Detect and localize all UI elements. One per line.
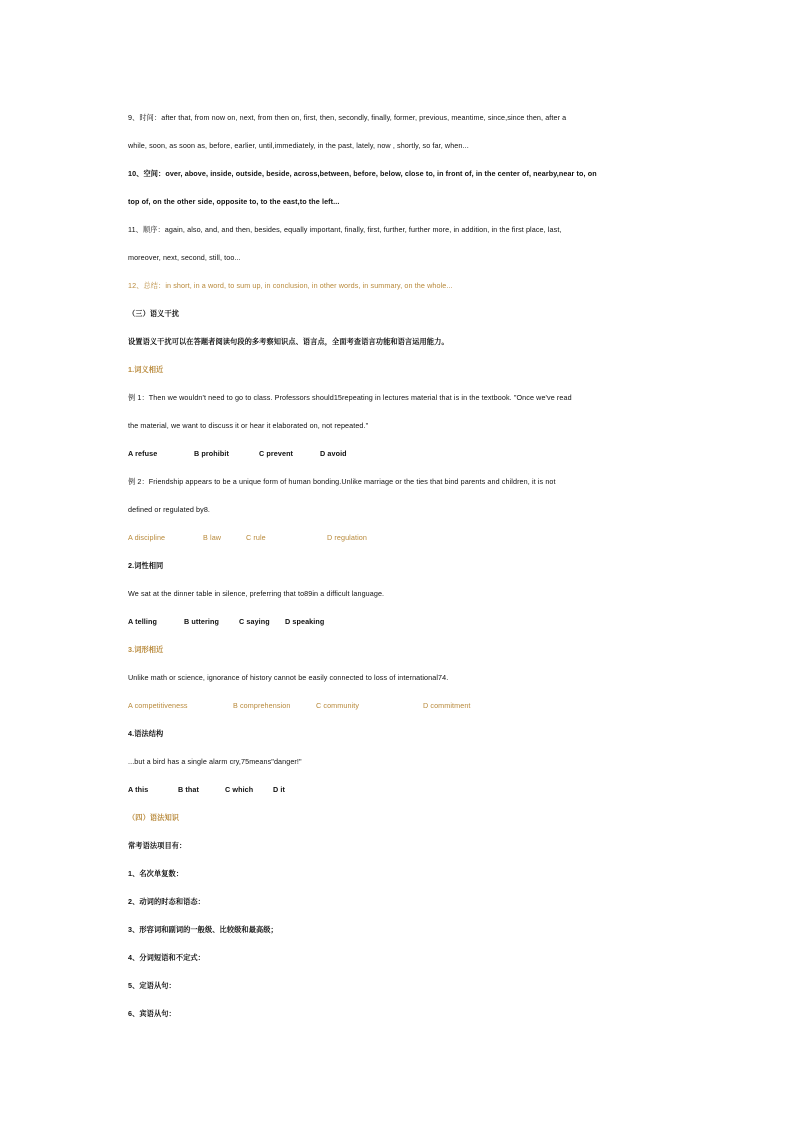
options-row [128,532,367,544]
option: D speaking [285,617,325,626]
section-heading: （三）语义干扰 [128,309,180,318]
option: A this [128,785,149,794]
text-line: 11、顺序：again, also, and, and then, besides, equally important, finally, first, further, further more, in addition, in the first place, last, [128,225,562,234]
option: A discipline [128,533,166,542]
subsection-heading: 3.词形相近 [128,645,164,654]
option: B comprehension [233,701,291,710]
example-line: We sat at the dinner table in silence, preferring that to89in a difficult language. [128,589,385,598]
text-line: 10、空间：over, above, inside, outside, beside, across,between, before, below, close to, in front of, in the center of, nearby,near to, on [128,169,597,178]
list-item: 1、名次单复数： [128,869,184,878]
text-line: top of, on the other side, opposite to, to the east,to the left... [128,197,340,206]
option: B that [178,785,199,794]
text-line: 设置语义干扰可以在答题者阅读句段的多考察知识点、语言点，全面考查语言功能和语言运用能力。 [128,337,449,346]
text-line: while, soon, as soon as, before, earlier, until,immediately, in the past, lately, now , shortly, so far, when... [128,141,469,150]
options-row [128,616,324,628]
option: C rule [246,533,266,542]
option: C saying [239,617,270,626]
subsection-heading: 2.词性相同 [128,561,164,570]
option: C which [225,785,254,794]
section-heading: （四）语法知识 [128,813,180,822]
list-item: 5、定语从句： [128,981,176,990]
option: D commitment [423,701,471,710]
subsection-heading: 1.词义相近 [128,365,164,374]
option: D regulation [327,533,367,542]
option: A competitiveness [128,701,188,710]
text-line: 常考语法项目有： [128,841,187,850]
summary-line: 12、总结：in short, in a word, to sum up, in conclusion, in other words, in summary, on the whole... [128,281,453,290]
option: B law [203,533,222,542]
list-item: 4、分词短语和不定式： [128,953,205,962]
list-item: 6、宾语从句： [128,1009,176,1018]
option: B uttering [184,617,219,626]
options-row [128,700,471,712]
options-row [128,784,285,796]
example-line: ...but a bird has a single alarm cry,75means"danger!" [128,757,302,766]
example-line: the material, we want to discuss it or hear it elaborated on, not repeated." [128,421,369,430]
option: A telling [128,617,157,626]
options-row [128,448,347,460]
text-line: 9、时间：after that, from now on, next, from then on, first, then, secondly, finally, former, previous, meantime, since,since then, after a [128,113,567,122]
subsection-heading: 4.语法结构 [128,729,164,738]
option: A refuse [128,449,158,458]
text-line: moreover, next, second, still, too... [128,253,241,262]
example-line: 例 2：Friendship appears to be a unique form of human bonding.Unlike marriage or the ties that bind parents and children, it is not [128,477,556,486]
option: C prevent [259,449,294,458]
example-line: Unlike math or science, ignorance of history cannot be easily connected to loss of international74. [128,673,449,682]
option: D it [273,785,285,794]
example-line: 例 1：Then we wouldn't need to go to class. Professors should15repeating in lectures material that is in the textbook. "Once we've read [128,393,572,402]
example-line: defined or regulated by8. [128,505,211,514]
list-item: 3、形容词和副词的一般级、比较级和最高级； [128,925,278,934]
list-item: 2、动词的时态和语态： [128,897,205,906]
option: B prohibit [194,449,229,458]
option: C community [316,701,360,710]
option: D avoid [320,449,347,458]
